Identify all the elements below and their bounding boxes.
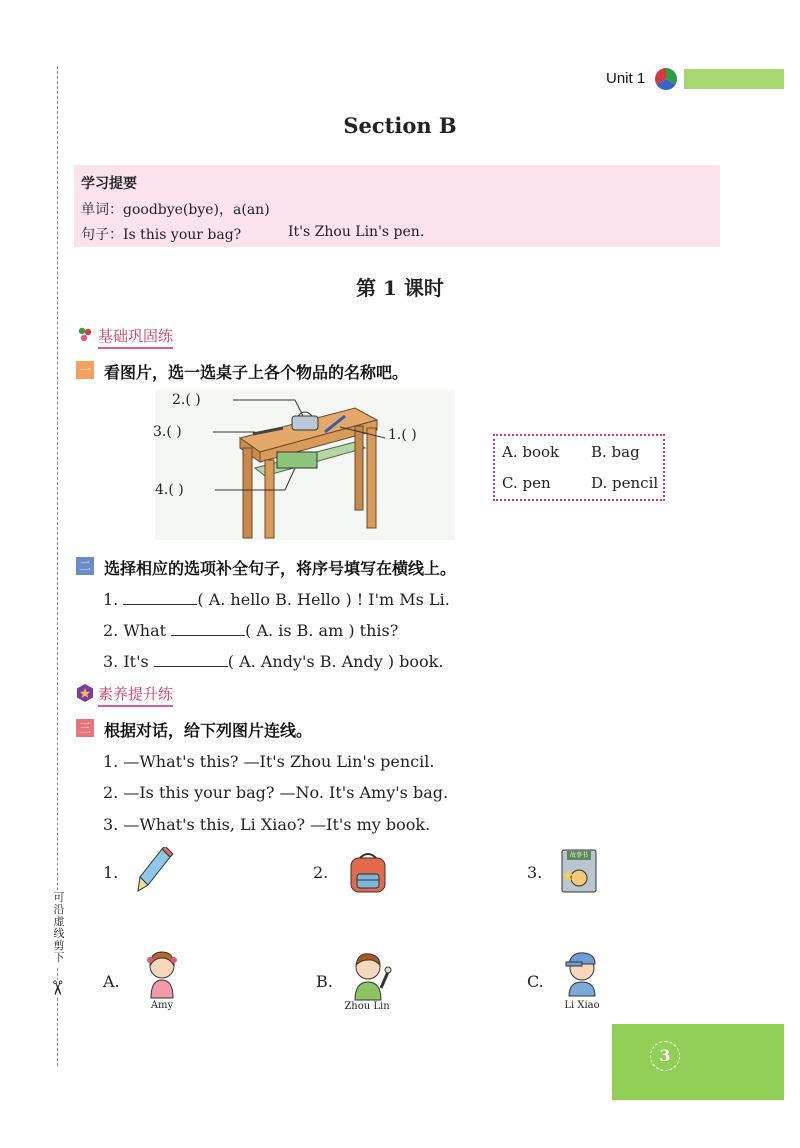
color-wheel-icon	[655, 68, 677, 90]
lesson-title: 第 1 课时	[356, 276, 444, 300]
summary-sentence-2: It's Zhou Lin's pen.	[288, 224, 425, 240]
q2-item-3-post: ( A. Andy's B. Andy ) book.	[227, 652, 444, 671]
category-advanced-label: 素养提升练	[98, 683, 173, 707]
person-a-letter: A.	[103, 972, 120, 991]
option-d: D. pencil	[591, 474, 659, 492]
summary-title: 学习提要	[81, 176, 137, 192]
q2-blank-1[interactable]	[123, 590, 197, 605]
option-a: A. book	[502, 443, 560, 461]
q3-dialog-2: 2. —Is this your bag? —No. It's Amy's bag.	[103, 783, 449, 802]
cut-hint: 可沿虚线剪下	[53, 891, 65, 964]
name-zhou-lin: Zhou Lin	[344, 1001, 390, 1012]
pencil-icon	[136, 847, 176, 895]
girl-avatar	[145, 948, 179, 1000]
q1-options	[493, 434, 665, 501]
desk-illustration	[155, 390, 455, 540]
boy-cap-avatar	[562, 948, 602, 998]
summary-words: 单词：goodbye(bye)，a(an)	[81, 202, 270, 218]
flower-icon	[76, 326, 94, 344]
option-c: C. pen	[502, 474, 551, 492]
q2-item-3-pre: 3. It's	[103, 652, 154, 671]
q2-blank-2[interactable]	[171, 621, 245, 636]
q3-number: 三	[76, 719, 94, 737]
scissors-icon: ✂	[45, 979, 70, 997]
q2-number: 二	[76, 557, 94, 575]
storybook-picture	[560, 848, 598, 894]
q2-item-1-pre: 1.	[103, 590, 124, 609]
person-c-letter: C.	[527, 972, 544, 991]
desk-label-3: 3.( )	[153, 424, 182, 440]
backpack-icon	[345, 850, 391, 894]
picture-2-number: 2.	[313, 863, 329, 882]
boy-waving-avatar	[348, 948, 392, 1002]
page-number: 3	[650, 1041, 680, 1071]
q3-text: 根据对话，给下列图片连线。	[104, 721, 313, 740]
q2-blank-3[interactable]	[154, 652, 228, 667]
desk-label-2: 2.( )	[172, 392, 201, 408]
picture-1-number: 1.	[103, 863, 119, 882]
unit-bar	[684, 69, 784, 89]
q2-item-1	[103, 590, 450, 609]
page-number-box	[612, 1024, 784, 1100]
person-b-letter: B.	[316, 972, 333, 991]
q3-dialog-1: 1. —What's this? —It's Zhou Lin's pencil.	[103, 752, 435, 771]
q1-text: 看图片，选一选桌子上各个物品的名称吧。	[104, 363, 409, 382]
section-title: Section B	[343, 113, 457, 138]
q2-item-1-post: ( A. hello B. Hello ) ! I'm Ms Li.	[197, 590, 450, 609]
name-li-xiao: Li Xiao	[564, 1000, 600, 1011]
study-summary	[74, 165, 720, 247]
book-cover-title: 故事书	[569, 852, 588, 859]
q2-item-3	[103, 652, 443, 671]
hexagon-star-icon	[76, 684, 94, 702]
summary-sentence-1: 句子：Is this your bag?	[81, 227, 242, 243]
desk-label-4: 4.( )	[155, 482, 184, 498]
category-basic-label: 基础巩固练	[98, 325, 173, 349]
q2-item-2-pre: 2. What	[103, 621, 172, 640]
desk-label-1: 1.( )	[388, 427, 417, 443]
picture-3-number: 3.	[527, 863, 543, 882]
unit-label: Unit 1	[606, 70, 646, 87]
option-b: B. bag	[591, 443, 640, 461]
q3-dialog-3: 3. —What's this, Li Xiao? —It's my book.	[103, 815, 431, 834]
q2-item-2-post: ( A. is B. am ) this?	[245, 621, 399, 640]
q1-number: 一	[76, 361, 94, 379]
q2-text: 选择相应的选项补全句子，将序号填写在横线上。	[104, 559, 457, 578]
name-amy: Amy	[150, 1000, 174, 1011]
q2-item-2	[103, 621, 398, 640]
